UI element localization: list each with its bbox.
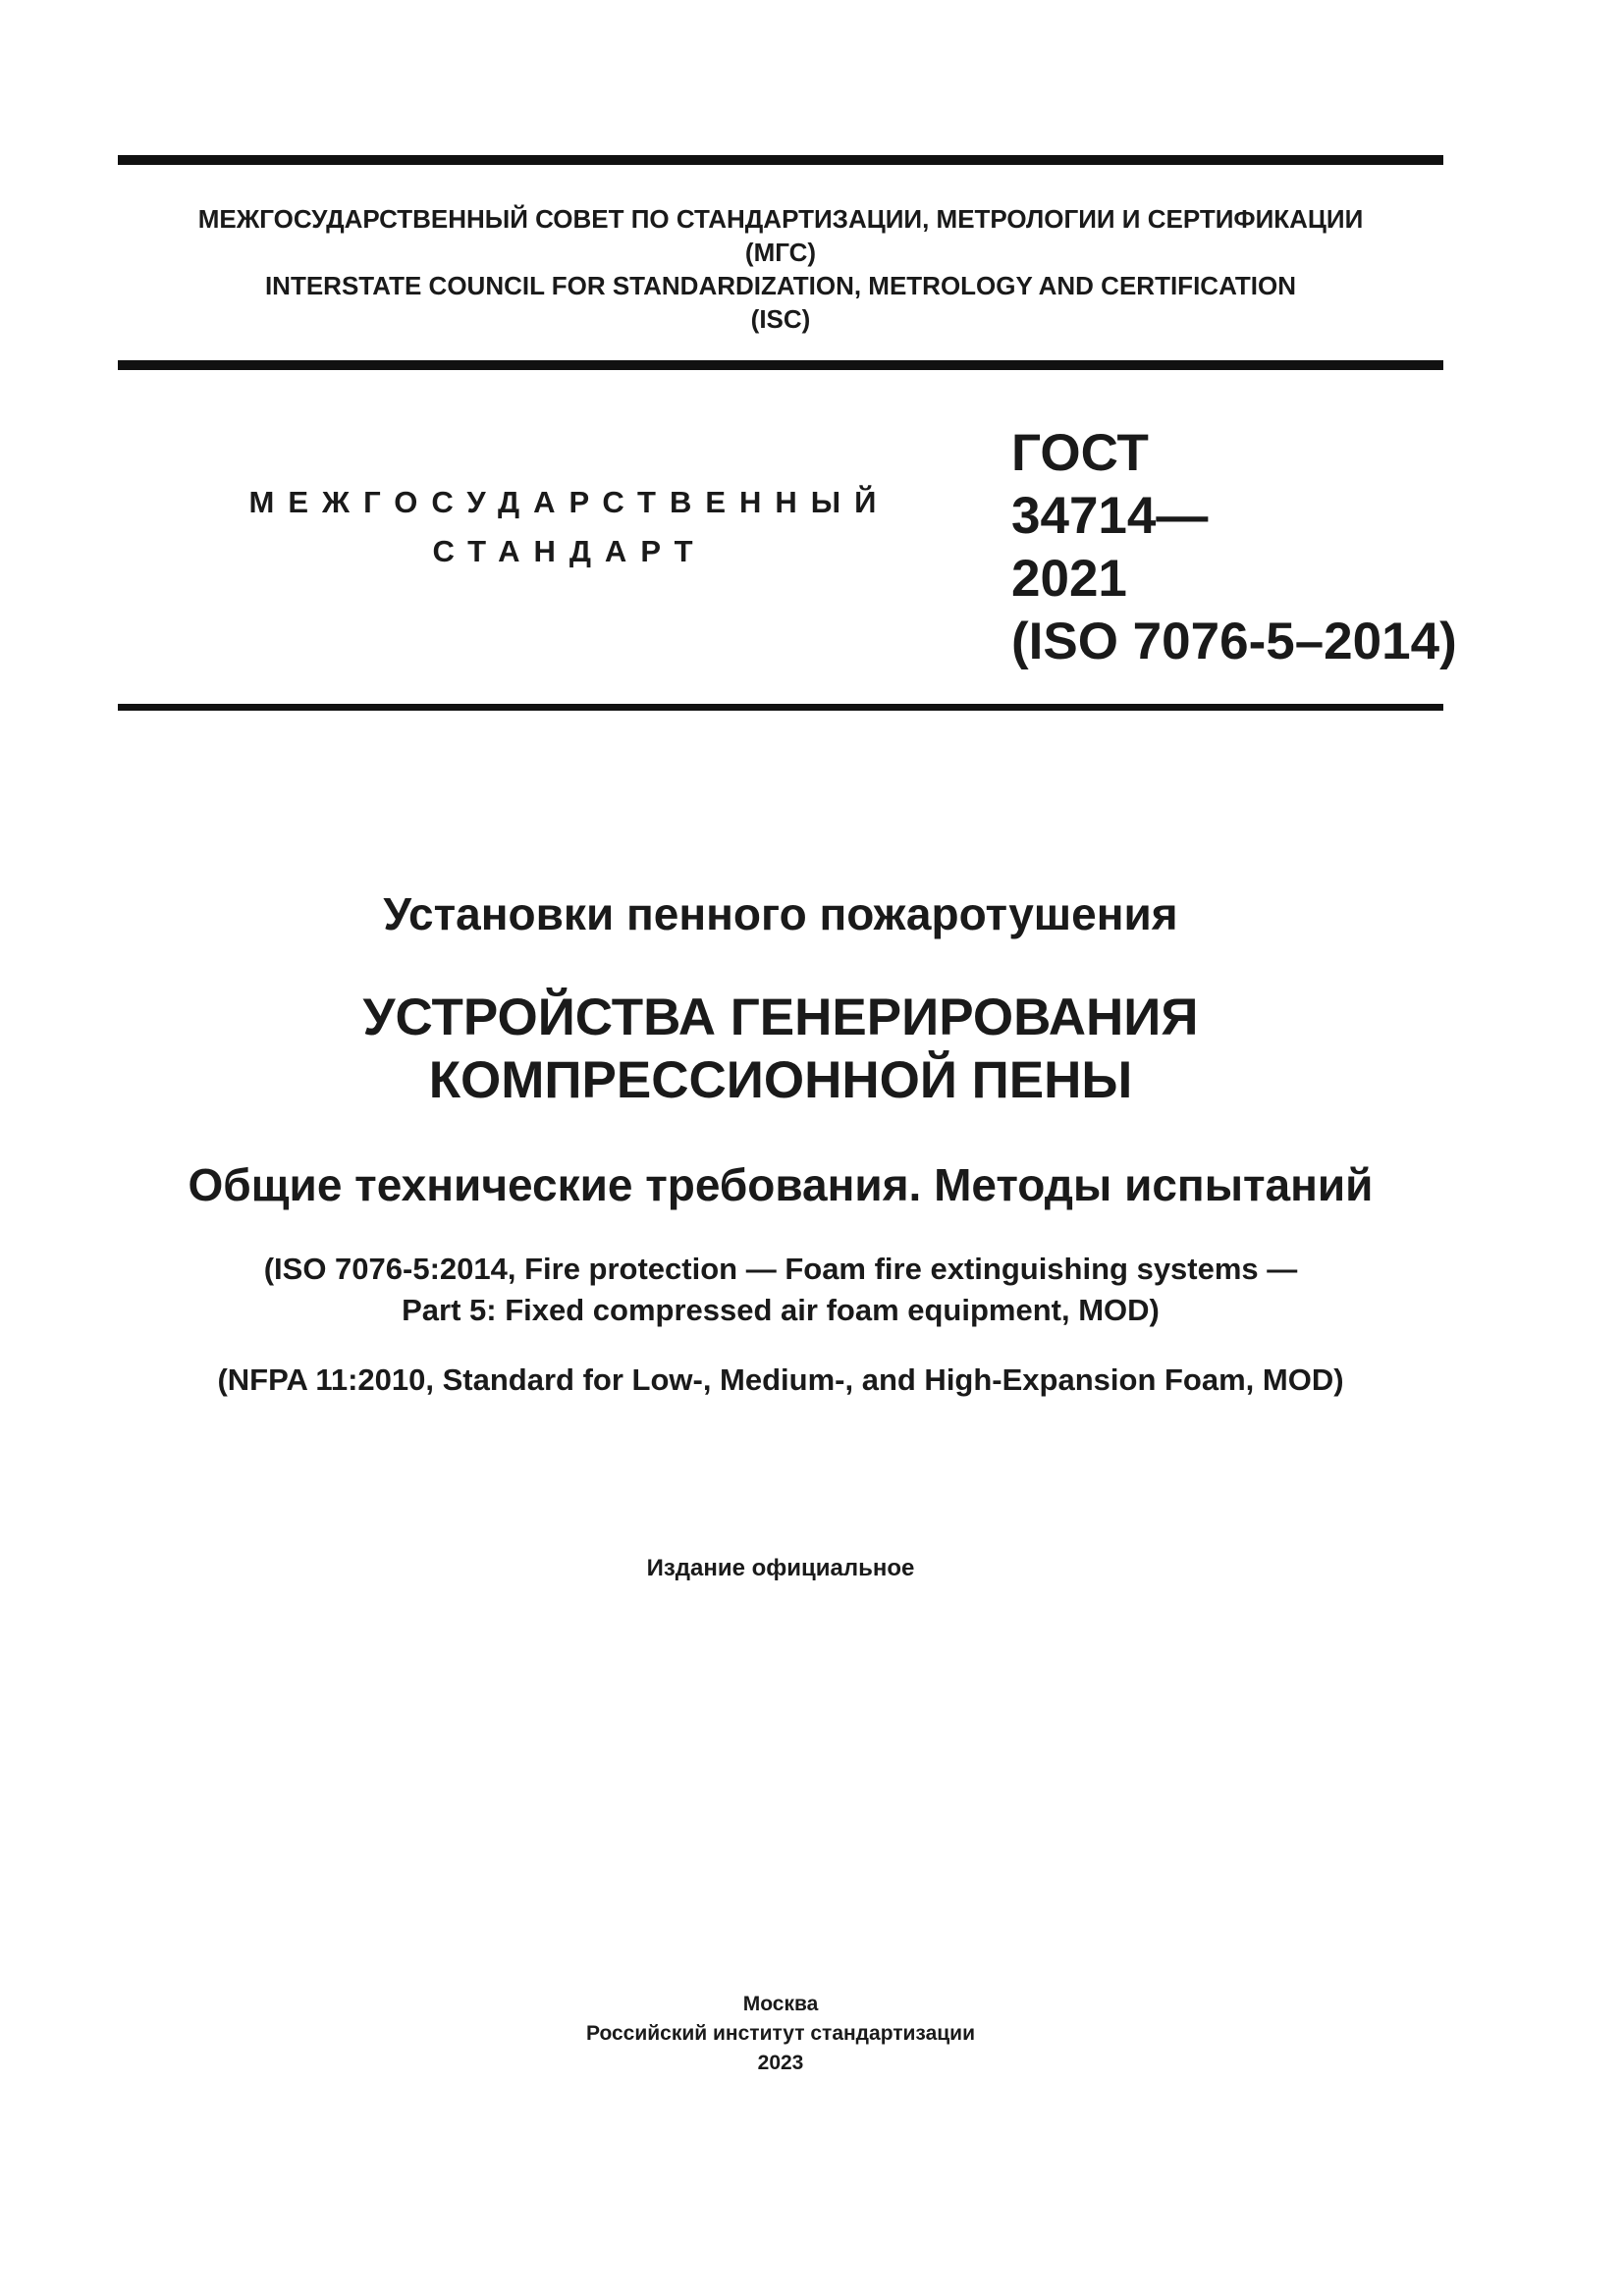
imprint bbox=[118, 1990, 1443, 2078]
top-rule bbox=[118, 155, 1443, 165]
standard-kind-line2: СТАНДАРТ bbox=[432, 534, 707, 568]
standard-year: 2021 bbox=[1011, 550, 1127, 608]
document-topic bbox=[118, 886, 1443, 941]
designation-rule bbox=[118, 704, 1443, 711]
title-line2: КОМПРЕССИОННОЙ ПЕНЫ bbox=[428, 1051, 1133, 1109]
council-abbr-en: (ISC) bbox=[750, 304, 811, 334]
imprint-publisher: Российский институт стандартизации bbox=[585, 2022, 976, 2045]
standard-kind bbox=[196, 478, 943, 576]
iso-reference bbox=[118, 1249, 1443, 1331]
nfpa-reference-text: (NFPA 11:2010, Standard for Low-, Medium-, and High-Expansion Foam, MOD) bbox=[217, 1362, 1344, 1397]
subtitle-text: Общие технические требования. Методы испытаний bbox=[188, 1159, 1374, 1210]
imprint-year: 2023 bbox=[757, 2052, 804, 2074]
standard-iso-ref: (ISO 7076-5–2014) bbox=[1011, 613, 1457, 670]
topic-text: Установки пенного пожаротушения bbox=[383, 888, 1178, 939]
council-abbr-ru: (МГС) bbox=[744, 238, 817, 267]
nfpa-reference bbox=[118, 1360, 1443, 1401]
document-subtitle bbox=[118, 1157, 1443, 1212]
edition-text: Издание официальное bbox=[646, 1555, 915, 1581]
iso-reference-line2: Part 5: Fixed compressed air foam equipment, MOD) bbox=[402, 1293, 1160, 1327]
title-line1: УСТРОЙСТВА ГЕНЕРИРОВАНИЯ bbox=[362, 988, 1199, 1046]
standard-designation bbox=[1011, 422, 1457, 673]
council-header bbox=[118, 202, 1443, 336]
header-rule bbox=[118, 360, 1443, 370]
edition-label bbox=[118, 1553, 1443, 1584]
council-name-ru: МЕЖГОСУДАРСТВЕННЫЙ СОВЕТ ПО СТАНДАРТИЗАЦИИ, МЕТРОЛОГИИ И СЕРТИФИКАЦИИ bbox=[197, 204, 1364, 234]
document-title bbox=[118, 987, 1443, 1112]
imprint-city: Москва bbox=[742, 1993, 819, 2015]
standard-code: ГОСТ bbox=[1011, 424, 1149, 482]
council-name-en: INTERSTATE COUNCIL FOR STANDARDIZATION, METROLOGY AND CERTIFICATION bbox=[264, 271, 1297, 300]
iso-reference-line1: (ISO 7076-5:2014, Fire protection — Foam fire extinguishing systems — bbox=[263, 1252, 1298, 1286]
standard-kind-line1: МЕЖГОСУДАРСТВЕННЫЙ bbox=[248, 485, 891, 519]
standard-number: 34714— bbox=[1011, 487, 1209, 545]
